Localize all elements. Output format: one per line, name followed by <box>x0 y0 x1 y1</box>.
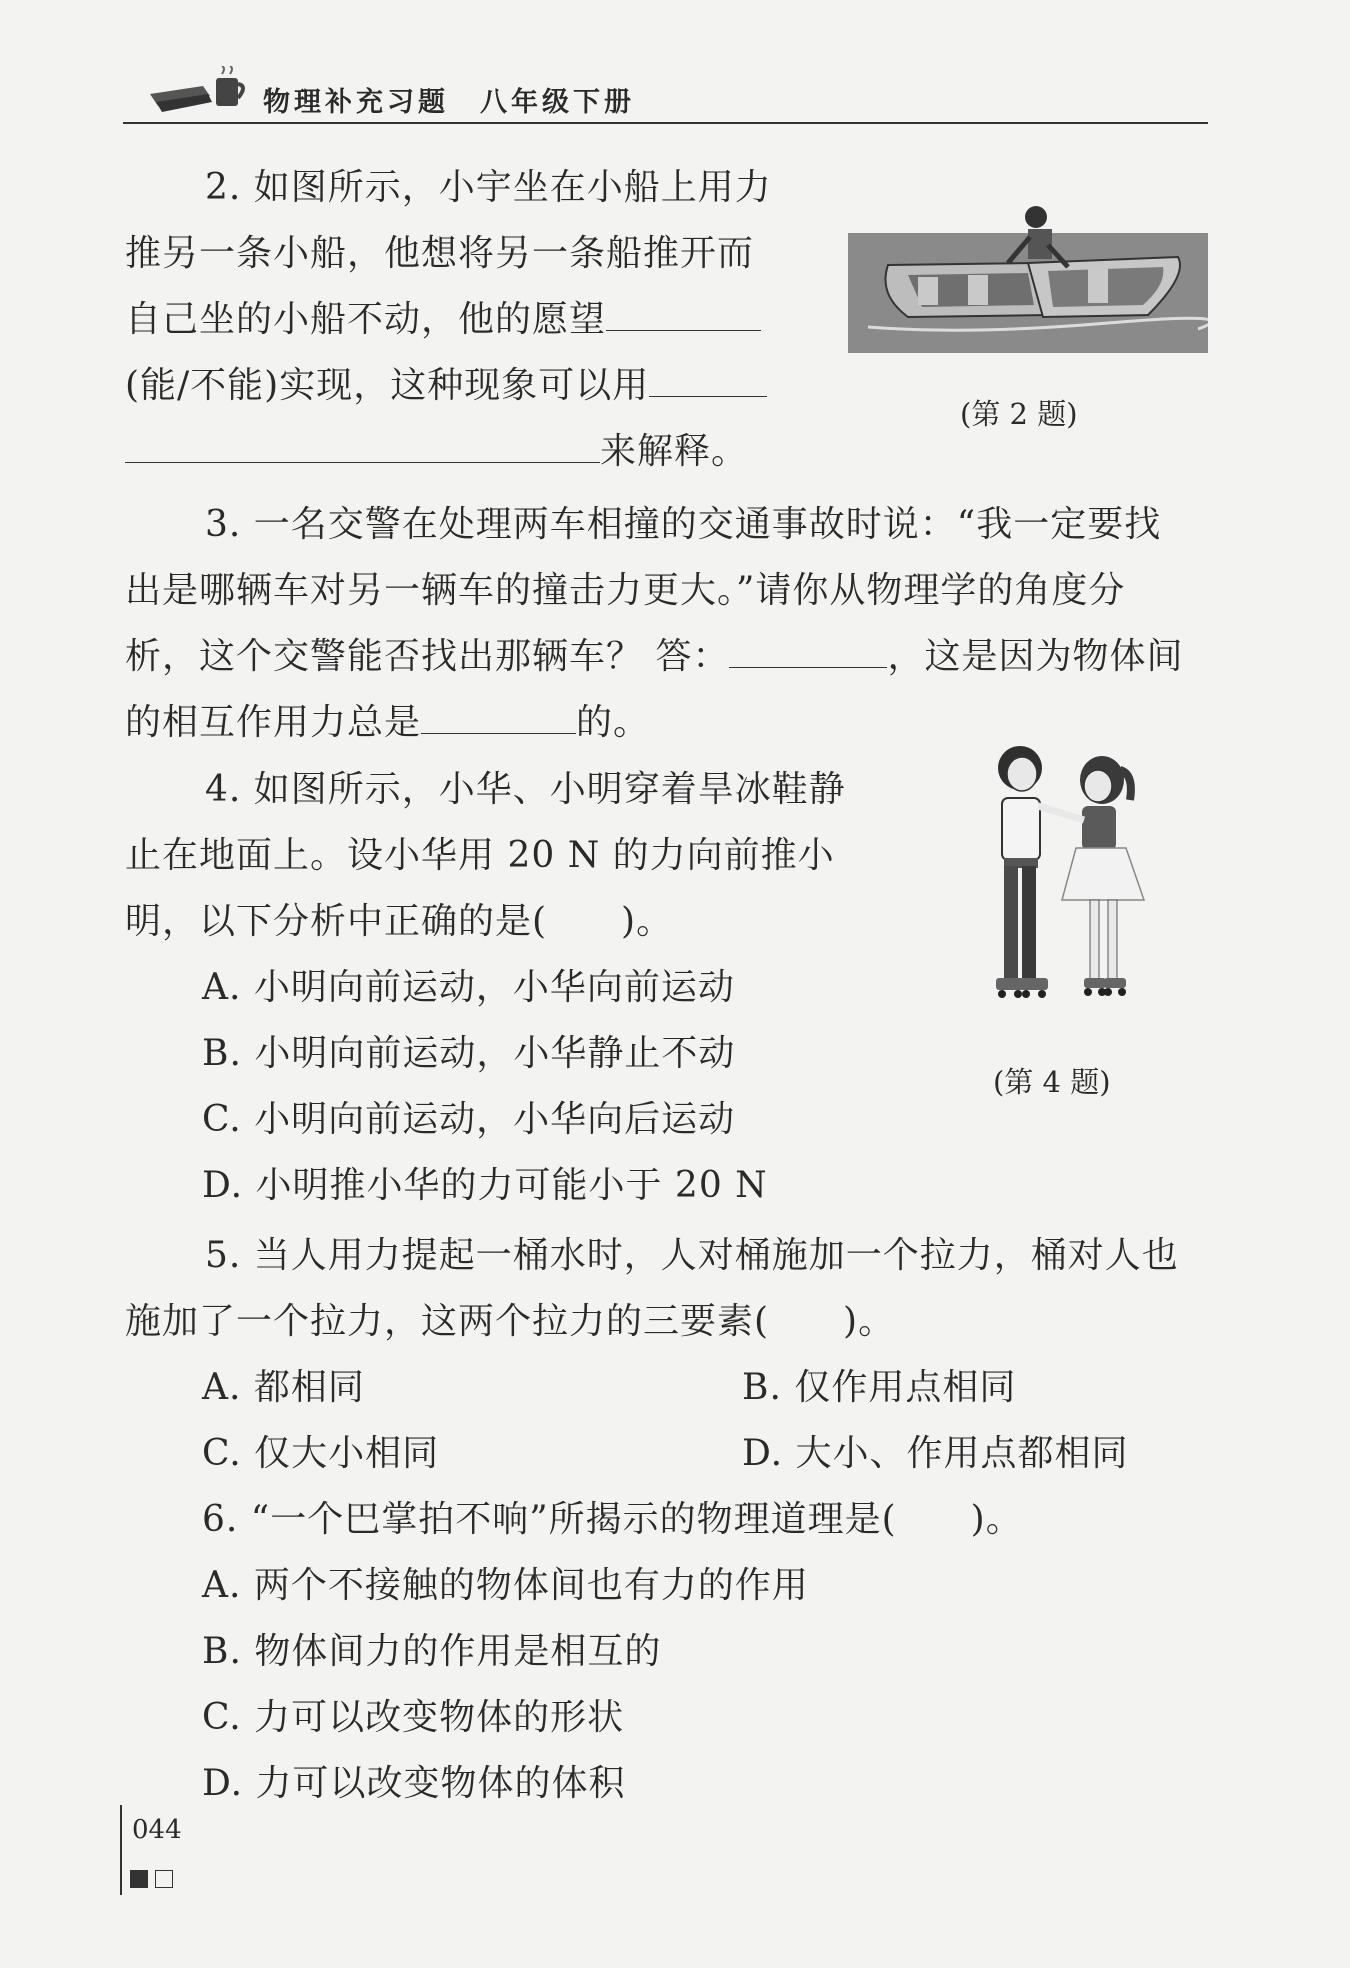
q2-line-5 <box>125 432 748 472</box>
footer-rule <box>120 1805 122 1895</box>
page-number: 044 <box>132 1815 182 1845</box>
q4-option-c: C. 小明向前运动，小华向后运动 <box>202 1099 736 1140</box>
q2-line-2: 推另一条小船，他想将另一条船推开而 <box>125 233 755 274</box>
q3-line-2: 出是哪辆车对另一辆车的撞击力更大。”请你从物理学的角度分 <box>125 570 1126 611</box>
figure-boats <box>848 205 1208 353</box>
q4-option-d: D. 小明推小华的力可能小于 20 N <box>202 1165 768 1206</box>
q6-line-1: 6. “一个巴掌拍不响”所揭示的物理道理是( )。 <box>202 1499 1023 1540</box>
q2-line-3-text: 自己坐的小船不动，他的愿望 <box>125 299 607 340</box>
q5-option-d: D. 大小、作用点都相同 <box>742 1433 1129 1474</box>
q2-line-3 <box>125 300 761 340</box>
page-header <box>123 58 1208 124</box>
q2-line-4 <box>125 366 767 406</box>
q3-line-3 <box>125 637 1183 677</box>
q4-option-a: A. 小明向前运动，小华向前运动 <box>202 967 735 1008</box>
q3-blank-2[interactable] <box>421 703 576 734</box>
q4-option-b: B. 小明向前运动，小华静止不动 <box>202 1033 736 1074</box>
q3-line-4 <box>125 703 650 743</box>
q3-blank-1[interactable] <box>729 637 887 668</box>
q6-option-d: D. 力可以改变物体的体积 <box>202 1763 626 1804</box>
q3-line-4-text-b: 的。 <box>576 702 651 743</box>
q4-line-1: 4. 如图所示，小华、小明穿着旱冰鞋静 <box>205 769 846 810</box>
empty-square-icon <box>155 1870 173 1888</box>
q2-blank-1[interactable] <box>606 300 761 331</box>
books-cup-logo-icon <box>148 66 258 116</box>
q6-option-a: A. 两个不接触的物体间也有力的作用 <box>202 1565 809 1606</box>
figure-skaters <box>980 740 1180 1020</box>
q3-line-3-text-a: 析，这个交警能否找出那辆车？ 答： <box>125 636 730 677</box>
q3-line-1: 3. 一名交警在处理两车相撞的交通事故时说：“我一定要找 <box>205 504 1162 545</box>
filled-square-icon <box>130 1870 148 1888</box>
figure-4-caption: (第 4 题) <box>993 1065 1111 1099</box>
q2-line-5-text: 来解释。 <box>600 431 749 472</box>
q5-option-b: B. 仅作用点相同 <box>742 1367 1017 1408</box>
q2-line-4-text: (能/不能)实现，这种现象可以用 <box>125 365 650 406</box>
q5-option-a: A. 都相同 <box>202 1367 365 1408</box>
q2-line-1: 2. 如图所示，小宇坐在小船上用力 <box>205 167 772 208</box>
q2-blank-2-continued[interactable] <box>125 432 600 463</box>
q5-line-2: 施加了一个拉力，这两个拉力的三要素( )。 <box>125 1301 896 1342</box>
q6-option-b: B. 物体间力的作用是相互的 <box>202 1631 662 1672</box>
q4-line-2: 止在地面上。设小华用 20 N 的力向前推小 <box>125 835 835 876</box>
q6-option-c: C. 力可以改变物体的形状 <box>202 1697 625 1738</box>
header-title: 物理补充习题 八年级下册 <box>263 87 635 118</box>
q2-blank-2[interactable] <box>649 366 767 397</box>
q3-line-4-text-a: 的相互作用力总是 <box>125 702 422 743</box>
q4-line-3: 明，以下分析中正确的是( )。 <box>125 901 674 942</box>
q5-option-c: C. 仅大小相同 <box>202 1433 440 1474</box>
q5-line-1: 5. 当人用力提起一桶水时，人对桶施加一个拉力，桶对人也 <box>205 1235 1179 1276</box>
figure-2-caption: (第 2 题) <box>960 397 1078 431</box>
header-rule <box>123 122 1208 124</box>
q3-line-3-text-b: ，这是因为物体间 <box>887 636 1184 677</box>
